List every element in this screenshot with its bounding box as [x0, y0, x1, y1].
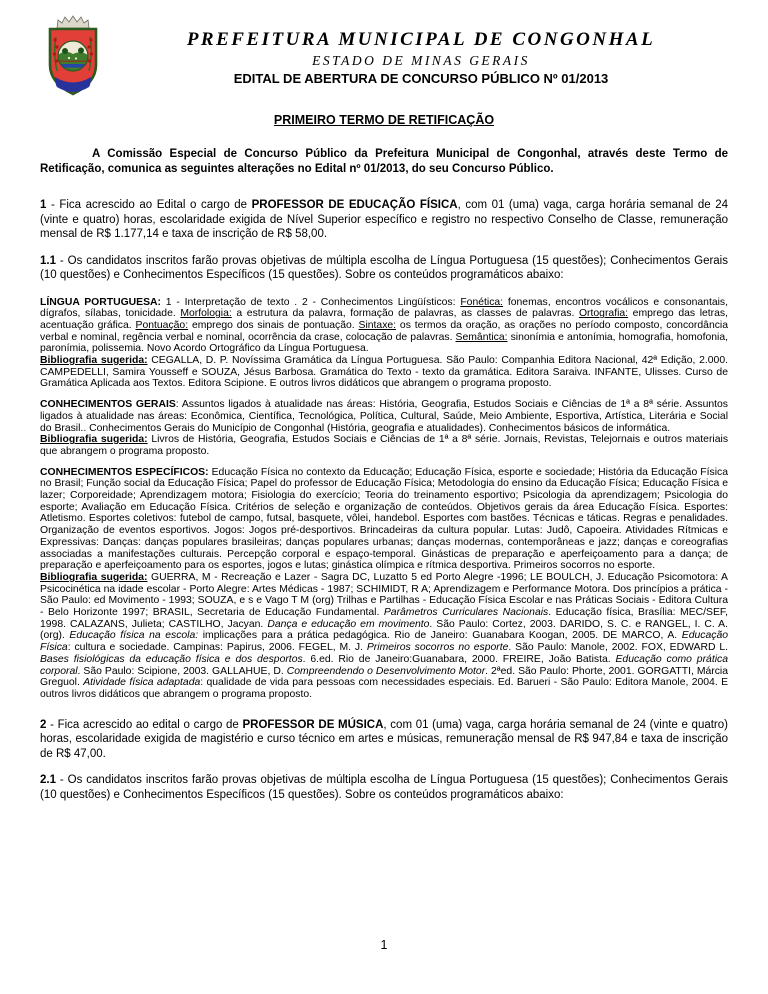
document-header — [0, 0, 768, 101]
coat-of-arms-logo — [42, 13, 104, 101]
doc-title: PRIMEIRO TERMO DE RETIFICAÇÃO — [273, 113, 495, 127]
conhecimentos-gerais-bibliography: Bibliografia sugerida: Livros de História, Geografia, Estudos Sociais e Ciências de 1ª a 8ª série. Jornais, Revistas, Telejornais e outros materiais que abrangem o programa proposto. — [40, 434, 729, 457]
intro-paragraph: A Comissão Especial de Concurso Público da Prefeitura Municipal de Congonhal, através deste Termo de Retificação, comunica as seguintes alterações no Edital nº 01/2013, do seu Concurso Público. — [40, 148, 728, 175]
lingua-portuguesa-program: LÍNGUA PORTUGUESA: 1 - Interpretação de texto . 2 - Conhecimentos Lingüísticos: Fonética: fonemas, encontros vocálicos e consonantais, dígrafos, sílabas, tonicidade. Morfologia: a estrutura da palavra, formação de palavras, as classes de palavras. Ortografia: emprego das letras, acentuação gráfica. Pontuação: emprego dos sinais de pontuação. Sintaxe: os termos da oração, as orações no período composto, concordância verbal e nominal, regência verbal e nominal, ocorrência da crase, colocação de palavras. Semântica: sinonímia e antonímia, homografia, homofonia, paronímia, polissemia. Novo Acordo Ortográfico da Língua Portuguesa. — [40, 296, 729, 355]
item-1: 1 - Fica acrescido ao Edital o cargo de PROFESSOR DE EDUCAÇÃO FÍSICA, com 01 (uma) vaga, carga horária semanal de 24 (vinte e quatro) horas, escolaridade exigida de Nível Superior específico e registro no respectivo Conselho de Classe, remuneração mensal de R$ 1.177,14 e taxa de inscrição de R$ 58,00. — [40, 199, 728, 240]
page-number: 1 — [380, 938, 388, 952]
state-subtitle: ESTADO DE MINAS GERAIS — [312, 53, 530, 68]
edital-heading: EDITAL DE ABERTURA DE CONCURSO PÚBLICO Nº 01/2013 — [233, 71, 609, 86]
item-2: 2 - Fica acrescido ao edital o cargo de PROFESSOR DE MÚSICA, com 01 (uma) vaga, carga horária semanal de 24 (vinte e quatro) horas, escolaridade exigida de magistério e curso técnico em artes e músicas, remuneração mensal de R$ 947,84 e taxa de inscrição de R$ 47,00. — [40, 718, 728, 760]
lingua-portuguesa-bibliography: Bibliografia sugerida: CEGALLA, D. P. Novíssima Gramática da Língua Portuguesa. São Paulo: Companhia Editora Nacional, 42ª Edição, 2.000. CAMPEDELLI, Samira Yousseff e SOUZA, Jésus Barbosa. Gramática do Texto - texto da gramática. Editora Saraiva. INFANTE, Ulisses. Curso de Gramática Aplicada aos Textos. Editora Scipione. E outros livros didáticos que abrangem o programa proposto. — [40, 355, 729, 390]
conhecimentos-especificos-program: CONHECIMENTOS ESPECÍFICOS: Educação Física no contexto da Educação; Educação Física, esporte e sociedade; História da Educação Física no Brasil; Função social da Educação Física; Papel do professor de Educação Física; Metodologia do ensino da Educação Física; Educação Física e lazer; Corporeidade; Aprendizagem motora; Fisiologia do exercício; Teoria do treinamento esportivo; Psicologia da aprendizagem; Psicologia do esporte; Avaliação em Educação Física. Critérios de seleção e organização de conteúdos. Objetivos gerais da área Educação Física. Esportes: Atletismo. Esportes coletivos: futebol de campo, futsal, basquete, vôlei, handebol. Esportes com bastões. Técnicas e táticas. Regras e penalidades. Organização de eventos esportivos. Jogos: Jogos pré-desportivos. Brincadeiras da cultura popular. Lutas: Judô, Capoeira. Atividades Rítmicas e Expressivas: Danças: danças populares brasileiras; danças populares urbanas; danças modernas, contemporâneas e jazz; danças e coreografias associadas a manifestações culturais. Percepção corporal e espaço-temporal. Ginásticas de preparação e aperfeiçoamento para a dança; de preparação e aperfeiçoamento para os esportes, jogos e lutas; ginástica olímpica e rítmica desportiva. Primeiros socorros no esporte. — [40, 466, 728, 572]
section-conhecimentos-especificos — [40, 467, 728, 701]
document-body — [0, 147, 768, 802]
item-1-1: 1.1 - Os candidatos inscritos farão provas objetivas de múltipla escolha de Língua Portuguesa (15 questões); Conhecimentos Gerais (10 questões) e Conhecimentos Específicos (15 questões). Sobre os conteúdos programáticos abaixo: — [40, 254, 728, 281]
header-text — [104, 13, 768, 101]
conhecimentos-especificos-bibliography: Bibliografia sugerida: GUERRA, M - Recreação e Lazer - Sagra DC, Luzatto 5 ed Porto Alegre -1996; LE BOULCH, J. Educação Psicomotora: A Psicocinética na idade escolar - Porto Alegre: Artes Médicas - 1987; SCHIMIDT, R A; Aprendizagem e Performance Motora. Dos princípios a prática - São Paulo: ed Movimento - 1993; SOUZA, e s e Vago T M (org) Trilhas e Partilhas - Educação Física Escolar e nas Práticas Sociais - Editora Cultura - Belo Horizonte 1997; BRASIL, Secretaria de Educação Fundamental. Parâmetros Curriculares Nacionais. Educação física, Brasília: MEC/SEF, 1998. CALAZANS, Julieta; CASTILHO, Jacyan. Dança e educação em movimento. São Paulo: Cortez, 2003. DARIDO, S. C. e RANGEL, I. C. A. (org). Educação física na escola: implicações para a prática pedagógica. Rio de Janeiro: Guanabara Koogan, 2005. DE MARCO, A. Educação Física: cultura e sociedade. Campinas: Papirus, 2006. FEGEL, M. J. Primeiros socorros no esporte. São Paulo: Manole, 2002. FOX, EDWARD L. Bases fisiológicas da educação física e dos desportos. 6.ed. Rio de Janeiro:Guanabara, 2000. FREIRE, João Batista. Educação como prática corporal. São Paulo: Scipione, 2003. GALLAHUE, D. Compreendendo o Desenvolvimento Motor. 2ªed. São Paulo: Phorte, 2001. GORGATTI, Márcia Greguol. Atividade física adaptada: qualidade de vida para pessoas com necessidades especiais. Ed. Barueri - São Paulo: Editora Manole, 2004. E outros livros didáticos que abrangem o programa proposto. — [40, 571, 729, 700]
conhecimentos-gerais-program: CONHECIMENTOS GERAIS: Assuntos ligados à atualidade nas áreas: História, Geografia, Estudos Sociais e Ciências de 1ª a 8ª série. Assuntos ligados à atualidade nas áreas: Econômica, Científica, Tecnológica, Política, Cultural, Saúde, Meio Ambiente, Esportiva, Artística, Literária e Social do Brasil.. Conhecimentos Gerais do Município de Congonhal (História, geografia e atualidades). Conhecimentos básicos de informática. — [40, 399, 728, 434]
section-conhecimentos-gerais — [40, 399, 728, 458]
section-lingua-portuguesa — [40, 297, 728, 391]
municipality-title: PREFEITURA MUNICIPAL DE CONGONHAL — [186, 29, 656, 50]
item-2-1: 2.1 - Os candidatos inscritos farão provas objetivas de múltipla escolha de Língua Portuguesa (15 questões); Conhecimentos Gerais (10 questões) e Conhecimentos Específicos (15 questões). Sobre os conteúdos programáticos abaixo: — [40, 774, 728, 801]
